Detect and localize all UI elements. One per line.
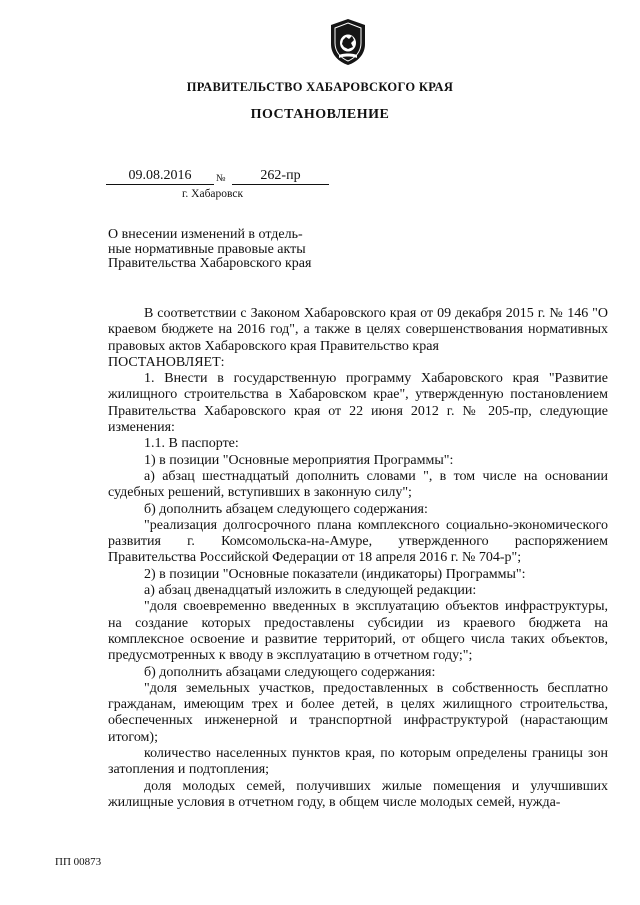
subject-line: Правительства Хабаровского края bbox=[108, 256, 312, 271]
paragraph: 1. Внести в государственную программу Хабаровского края "Развитие жилищного строительства в Хабаровском крае", утвержденную постановлением Правительства Хабаровского края от 22 июня 2012 г. № 205-пр, следующие изменения: bbox=[108, 371, 608, 436]
document-subject bbox=[108, 228, 338, 272]
organization-title: ПРАВИТЕЛЬСТВО ХАБАРОВСКОГО КРАЯ bbox=[186, 80, 454, 94]
paragraph: количество населенных пунктов края, по которым определены границы зон затопления и подтопления; bbox=[108, 746, 608, 778]
subject-line: О внесении изменений в отдель- bbox=[108, 227, 303, 242]
paragraph: "доля земельных участков, предоставленных в собственность бесплатно гражданам, имеющим трех и более детей, в целях жилищного строительства, обеспеченных инженерной и транспортной инфраструктурой (нарастающим итогом); bbox=[108, 680, 608, 745]
paragraph: "реализация долгосрочного плана комплексного социально-экономического развития г. Комсомольска-на-Амуре, утвержденного распоряжением Правительства Российской Федерации от 18 апреля 2016 г. № 704-р"; bbox=[108, 517, 608, 566]
document-number: 262-пр bbox=[232, 167, 329, 185]
paragraph: доля молодых семей, получивших жилые помещения и улучшивших жилищные условия в отчетном году, в общем числе молодых семей, нужда- bbox=[108, 778, 608, 810]
coat-of-arms-icon bbox=[329, 18, 367, 66]
paragraph: б) дополнить абзацами следующего содержания: bbox=[144, 664, 436, 680]
subject-line: ные нормативные правовые акты bbox=[108, 241, 306, 257]
footer-code: ПП 00873 bbox=[55, 856, 102, 868]
paragraph: ПОСТАНОВЛЯЕТ: bbox=[108, 354, 225, 370]
paragraph: В соответствии с Законом Хабаровского края от 09 декабря 2015 г. № 146 "О краевом бюджете на 2016 год", а также в целях совершенствования нормативных правовых актов Хабаровского края Правительство края bbox=[108, 306, 608, 354]
paragraph: б) дополнить абзацем следующего содержания: bbox=[144, 501, 428, 517]
paragraph: а) абзац шестнадцатый дополнить словами ", в том числе на основании судебных решений, вступивших в законную силу"; bbox=[108, 468, 608, 501]
document-date: 09.08.2016 bbox=[106, 167, 214, 185]
paragraph: "доля своевременно введенных в эксплуатацию объектов инфраструктуры, на создание которых предоставлены субсидии из краевого бюджета на комплексное освоение и развитие территорий, от общего числа таких объектов, предусмотренных к вводу в эксплуатацию в отчетном году;"; bbox=[108, 599, 608, 664]
number-sign: № bbox=[216, 173, 226, 184]
paragraph: 2) в позиции "Основные показатели (индикаторы) Программы": bbox=[144, 566, 526, 582]
paragraph: 1.1. В паспорте: bbox=[144, 436, 239, 452]
document-type-title: ПОСТАНОВЛЕНИЕ bbox=[250, 107, 390, 122]
paragraph: а) абзац двенадцатый изложить в следующей редакции: bbox=[144, 583, 477, 599]
paragraph: 1) в позиции "Основные мероприятия Программы": bbox=[144, 452, 454, 468]
city-name: г. Хабаровск bbox=[182, 188, 244, 200]
document-body bbox=[108, 306, 608, 811]
